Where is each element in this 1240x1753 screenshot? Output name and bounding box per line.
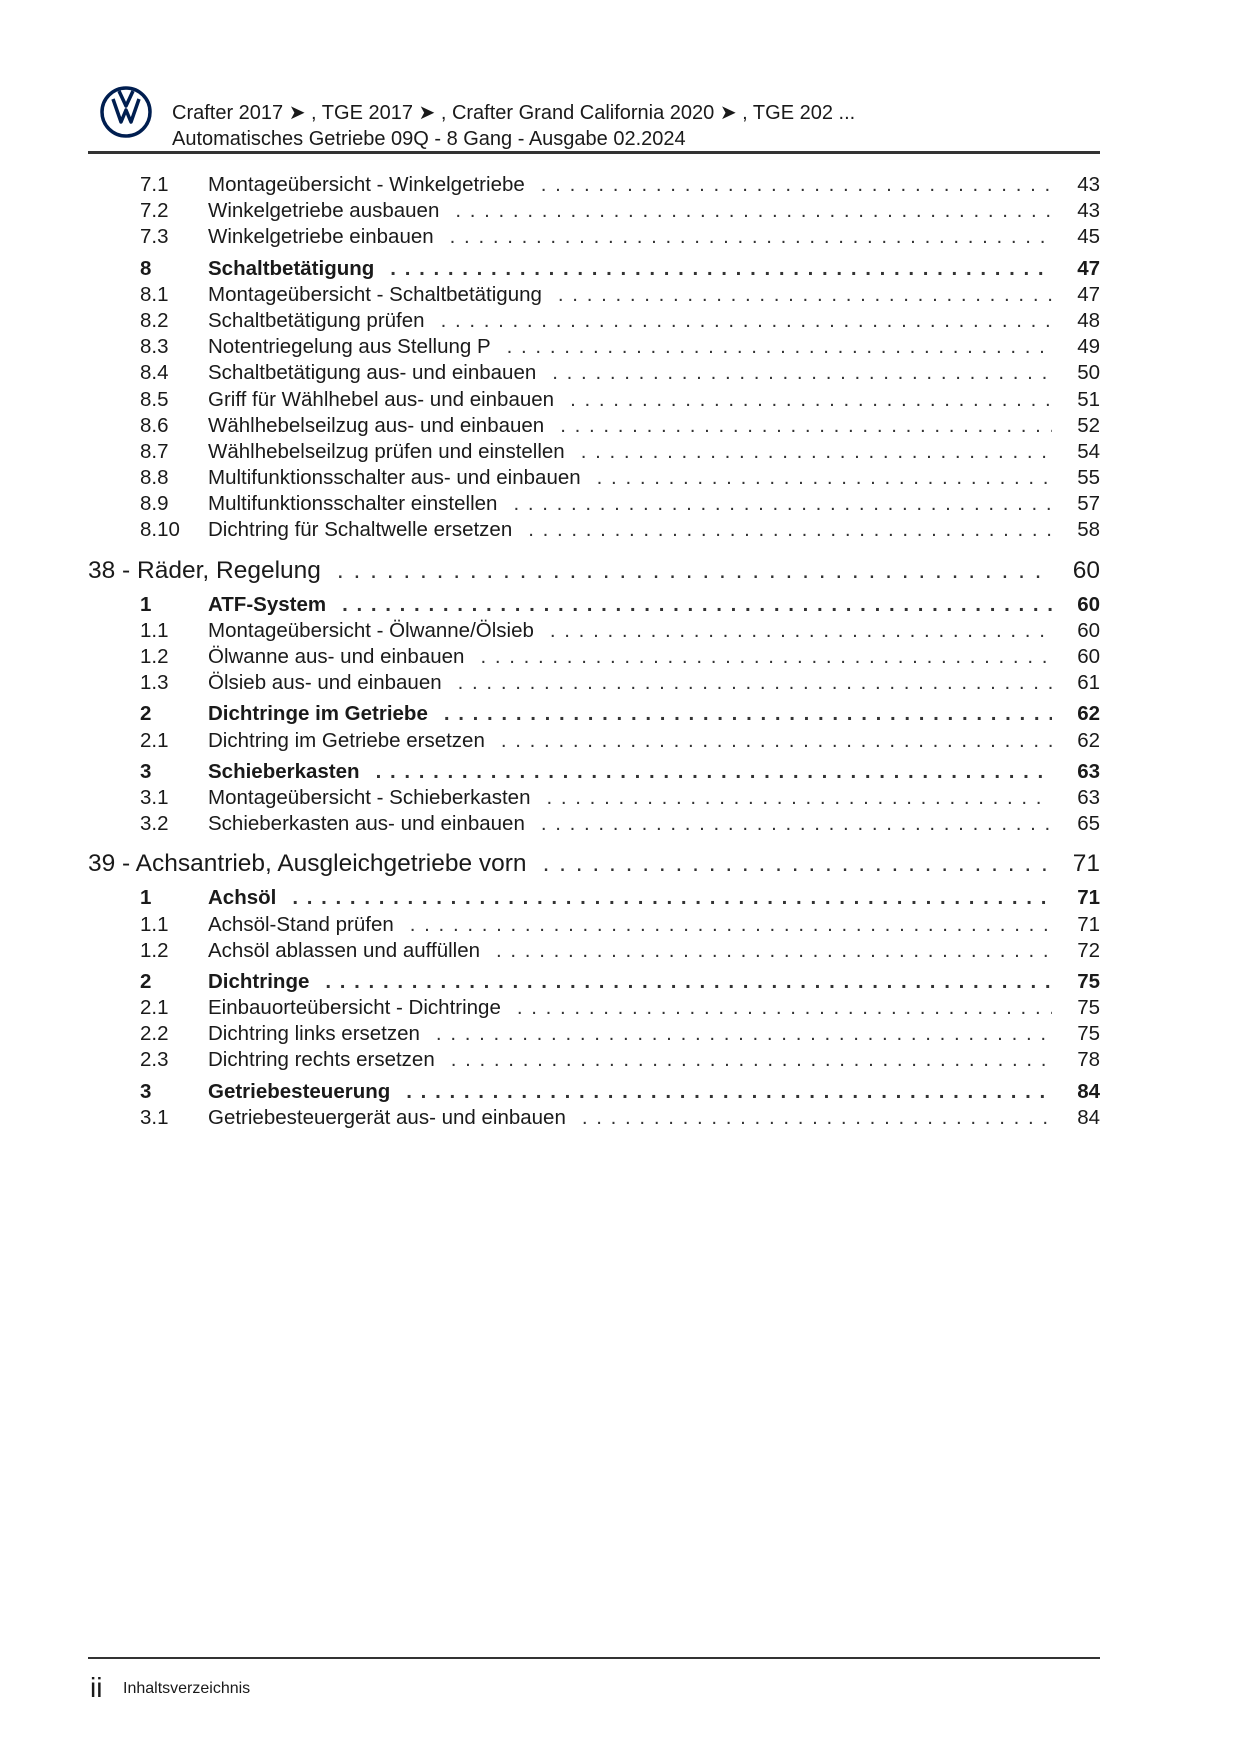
toc-number: 7.3 [140, 225, 169, 249]
toc-title: Ölsieb aus- und einbauen [208, 671, 442, 695]
toc-leader [581, 439, 1052, 465]
toc-number: 2.1 [140, 728, 169, 752]
toc-item[interactable] [88, 465, 1100, 491]
toc-number: 8.8 [140, 466, 169, 490]
toc-page: 61 [1077, 671, 1100, 695]
toc-page: 49 [1077, 335, 1100, 359]
toc-item[interactable] [88, 1047, 1100, 1073]
toc-leader [436, 1021, 1052, 1047]
toc-item[interactable] [88, 644, 1100, 670]
toc-number: 8.4 [140, 361, 169, 385]
toc-title: Wählhebelseilzug aus- und einbauen [208, 413, 545, 437]
toc-item[interactable] [88, 938, 1100, 964]
toc-title: 38 - Räder, Regelung [88, 556, 321, 584]
toc-title: Schaltbetätigung prüfen [208, 308, 425, 332]
toc-number: 7.2 [140, 199, 169, 223]
toc-leader [507, 334, 1052, 360]
toc-page: 63 [1077, 759, 1100, 783]
header-divider [88, 151, 1100, 154]
toc-item[interactable] [88, 517, 1100, 543]
toc-item[interactable] [88, 198, 1100, 224]
toc-number: 8.9 [140, 492, 169, 516]
toc-title: Montageübersicht - Ölwanne/Ölsieb [208, 618, 534, 642]
toc-leader [541, 172, 1052, 198]
toc-number: 8.5 [140, 387, 169, 411]
toc-item[interactable] [88, 811, 1100, 837]
toc-page: 43 [1077, 173, 1100, 196]
toc-item[interactable] [88, 172, 1100, 198]
toc-page: 52 [1077, 413, 1100, 437]
toc-leader [558, 282, 1052, 308]
toc-page: 48 [1077, 308, 1100, 332]
toc-leader [458, 670, 1052, 696]
toc-item[interactable] [88, 785, 1100, 811]
toc-page: 75 [1077, 969, 1100, 993]
toc-number: 1.1 [140, 618, 169, 642]
toc-leader [597, 465, 1052, 491]
toc-title: Schieberkasten aus- und einbauen [208, 812, 525, 836]
toc-title: Notentriegelung aus Stellung P [208, 335, 491, 359]
toc-title: Achsöl-Stand prüfen [208, 912, 394, 936]
header-subtitle: Automatisches Getriebe 09Q - 8 Gang - Ausgabe 02.2024 [172, 128, 686, 150]
toc-number: 1.3 [140, 671, 169, 695]
toc-chapter[interactable] [88, 556, 1100, 586]
header-models: Crafter 2017 ➤ , TGE 2017 ➤ , Crafter Grand California 2020 ➤ , TGE 202 ... [172, 102, 856, 124]
toc-page: 84 [1077, 1079, 1100, 1103]
toc-number: 2 [140, 702, 152, 726]
toc-number: 8.6 [140, 413, 169, 437]
toc-leader [541, 811, 1052, 837]
vw-logo-icon [100, 86, 152, 138]
toc-leader [480, 644, 1052, 670]
toc-page: 51 [1077, 387, 1100, 411]
toc-title: Wählhebelseilzug prüfen und einstellen [208, 439, 565, 463]
toc-number: 8.2 [140, 308, 169, 332]
toc-section[interactable] [88, 592, 1100, 618]
toc-leader [455, 198, 1052, 224]
toc-leader [501, 728, 1052, 754]
toc-page: 54 [1077, 439, 1100, 463]
toc-page: 84 [1077, 1105, 1100, 1129]
toc-page: 45 [1077, 225, 1100, 249]
toc-number: 8.7 [140, 439, 169, 463]
toc-title: Dichtring für Schaltwelle ersetzen [208, 518, 513, 542]
toc-section[interactable] [88, 759, 1100, 785]
toc-leader [547, 785, 1053, 811]
toc-page: 60 [1077, 592, 1100, 616]
footer-label: Inhaltsverzeichnis [123, 1680, 251, 1697]
toc-item[interactable] [88, 360, 1100, 386]
toc-leader [550, 618, 1052, 644]
toc-title: Ölwanne aus- und einbauen [208, 645, 465, 668]
toc-section[interactable] [88, 969, 1100, 995]
toc-item[interactable] [88, 728, 1100, 754]
toc-leader [543, 849, 1052, 879]
table-of-contents [88, 172, 1100, 1131]
toc-page: 62 [1077, 702, 1100, 726]
toc-leader [517, 995, 1052, 1021]
toc-leader [560, 413, 1052, 439]
toc-title: Dichtring rechts ersetzen [208, 1048, 435, 1072]
toc-number: 1 [140, 592, 152, 616]
toc-chapter[interactable] [88, 849, 1100, 879]
toc-page: 71 [1072, 850, 1100, 878]
toc-title: Einbauorteübersicht - Dichtringe [208, 996, 501, 1020]
toc-title: Getriebesteuergerät aus- und einbauen [208, 1105, 566, 1129]
document-header [172, 100, 855, 152]
toc-leader [444, 701, 1052, 727]
toc-page: 75 [1077, 996, 1100, 1020]
toc-title: Montageübersicht - Winkelgetriebe [208, 173, 525, 196]
toc-item[interactable] [88, 995, 1100, 1021]
toc-page: 63 [1077, 785, 1100, 809]
toc-item[interactable] [88, 491, 1100, 517]
toc-leader [450, 224, 1052, 250]
toc-leader [342, 592, 1052, 618]
toc-item[interactable] [88, 1021, 1100, 1047]
toc-title: Winkelgetriebe einbauen [208, 225, 434, 249]
toc-item[interactable] [88, 308, 1100, 334]
toc-leader [451, 1047, 1052, 1073]
toc-title: ATF-System [208, 592, 327, 616]
toc-section[interactable] [88, 885, 1100, 911]
toc-title: Multifunktionsschalter aus- und einbauen [208, 466, 581, 490]
toc-number: 8 [140, 256, 152, 280]
toc-section[interactable] [88, 701, 1100, 727]
toc-leader [570, 387, 1052, 413]
toc-leader [513, 491, 1052, 517]
toc-page: 60 [1077, 618, 1100, 642]
toc-leader [410, 912, 1052, 938]
toc-title: Dichtringe im Getriebe [208, 702, 428, 726]
toc-leader [528, 517, 1052, 543]
toc-title: Dichtring im Getriebe ersetzen [208, 728, 485, 752]
toc-item[interactable] [88, 282, 1100, 308]
toc-number: 2 [140, 969, 152, 993]
toc-leader [390, 256, 1052, 282]
toc-page: 57 [1077, 492, 1100, 516]
toc-title: Winkelgetriebe ausbauen [208, 199, 440, 223]
toc-page: 55 [1077, 466, 1100, 490]
toc-section[interactable] [88, 1079, 1100, 1105]
toc-number: 3 [140, 759, 152, 783]
toc-number: 1.1 [140, 912, 169, 936]
toc-title: Montageübersicht - Schaltbetätigung [208, 282, 542, 306]
toc-number: 3.1 [140, 1105, 169, 1129]
toc-title: Achsöl ablassen und auffüllen [208, 938, 481, 962]
toc-leader [441, 308, 1052, 334]
toc-page: 71 [1077, 912, 1100, 936]
toc-item[interactable] [88, 618, 1100, 644]
toc-leader [582, 1105, 1052, 1131]
toc-title: Schaltbetätigung aus- und einbauen [208, 361, 537, 385]
toc-title: Schaltbetätigung [208, 256, 375, 280]
toc-item[interactable] [88, 387, 1100, 413]
toc-leader [337, 556, 1052, 586]
footer-divider [88, 1657, 1100, 1659]
toc-number: 8.3 [140, 335, 169, 359]
toc-leader [325, 969, 1052, 995]
toc-number: 3 [140, 1079, 152, 1103]
toc-page: 60 [1072, 556, 1100, 584]
toc-number: 2.1 [140, 996, 169, 1020]
page-number: ii [90, 1672, 103, 1703]
toc-page: 60 [1077, 645, 1100, 668]
toc-number: 2.2 [140, 1022, 169, 1046]
toc-title: Montageübersicht - Schieberkasten [208, 785, 531, 809]
toc-title: Multifunktionsschalter einstellen [208, 492, 498, 516]
toc-leader [406, 1079, 1052, 1105]
toc-title: Getriebesteuerung [208, 1079, 391, 1103]
toc-page: 58 [1077, 518, 1100, 542]
toc-number: 2.3 [140, 1048, 169, 1072]
toc-title: Schieberkasten [208, 759, 360, 783]
toc-number: 7.1 [140, 173, 169, 196]
toc-item[interactable] [88, 670, 1100, 696]
toc-page: 65 [1077, 812, 1100, 836]
toc-leader [496, 938, 1052, 964]
toc-page: 50 [1077, 361, 1100, 385]
toc-title: 39 - Achsantrieb, Ausgleichgetriebe vorn [88, 850, 527, 878]
toc-page: 47 [1077, 256, 1100, 280]
toc-page: 71 [1077, 886, 1100, 910]
toc-number: 3.1 [140, 785, 169, 809]
toc-title: Dichtring links ersetzen [208, 1022, 420, 1046]
toc-number: 3.2 [140, 812, 169, 836]
toc-title: Dichtringe [208, 969, 310, 993]
toc-leader [376, 759, 1052, 785]
toc-number: 1.2 [140, 938, 169, 962]
toc-item[interactable] [88, 439, 1100, 465]
toc-page: 43 [1077, 199, 1100, 223]
toc-title: Griff für Wählhebel aus- und einbauen [208, 387, 555, 411]
toc-page: 62 [1077, 728, 1100, 752]
toc-number: 8.1 [140, 282, 169, 306]
toc-item[interactable] [88, 224, 1100, 250]
toc-page: 47 [1077, 282, 1100, 306]
toc-number: 8.10 [140, 518, 180, 542]
toc-page: 78 [1077, 1048, 1100, 1072]
toc-item[interactable] [88, 334, 1100, 360]
toc-leader [292, 885, 1052, 911]
toc-page: 72 [1077, 938, 1100, 962]
toc-item[interactable] [88, 912, 1100, 938]
toc-leader [552, 360, 1052, 386]
toc-section[interactable] [88, 256, 1100, 282]
toc-number: 1.2 [140, 645, 169, 668]
toc-page: 75 [1077, 1022, 1100, 1046]
toc-item[interactable] [88, 413, 1100, 439]
toc-title: Achsöl [208, 886, 277, 910]
toc-item[interactable] [88, 1105, 1100, 1131]
toc-number: 1 [140, 886, 152, 910]
